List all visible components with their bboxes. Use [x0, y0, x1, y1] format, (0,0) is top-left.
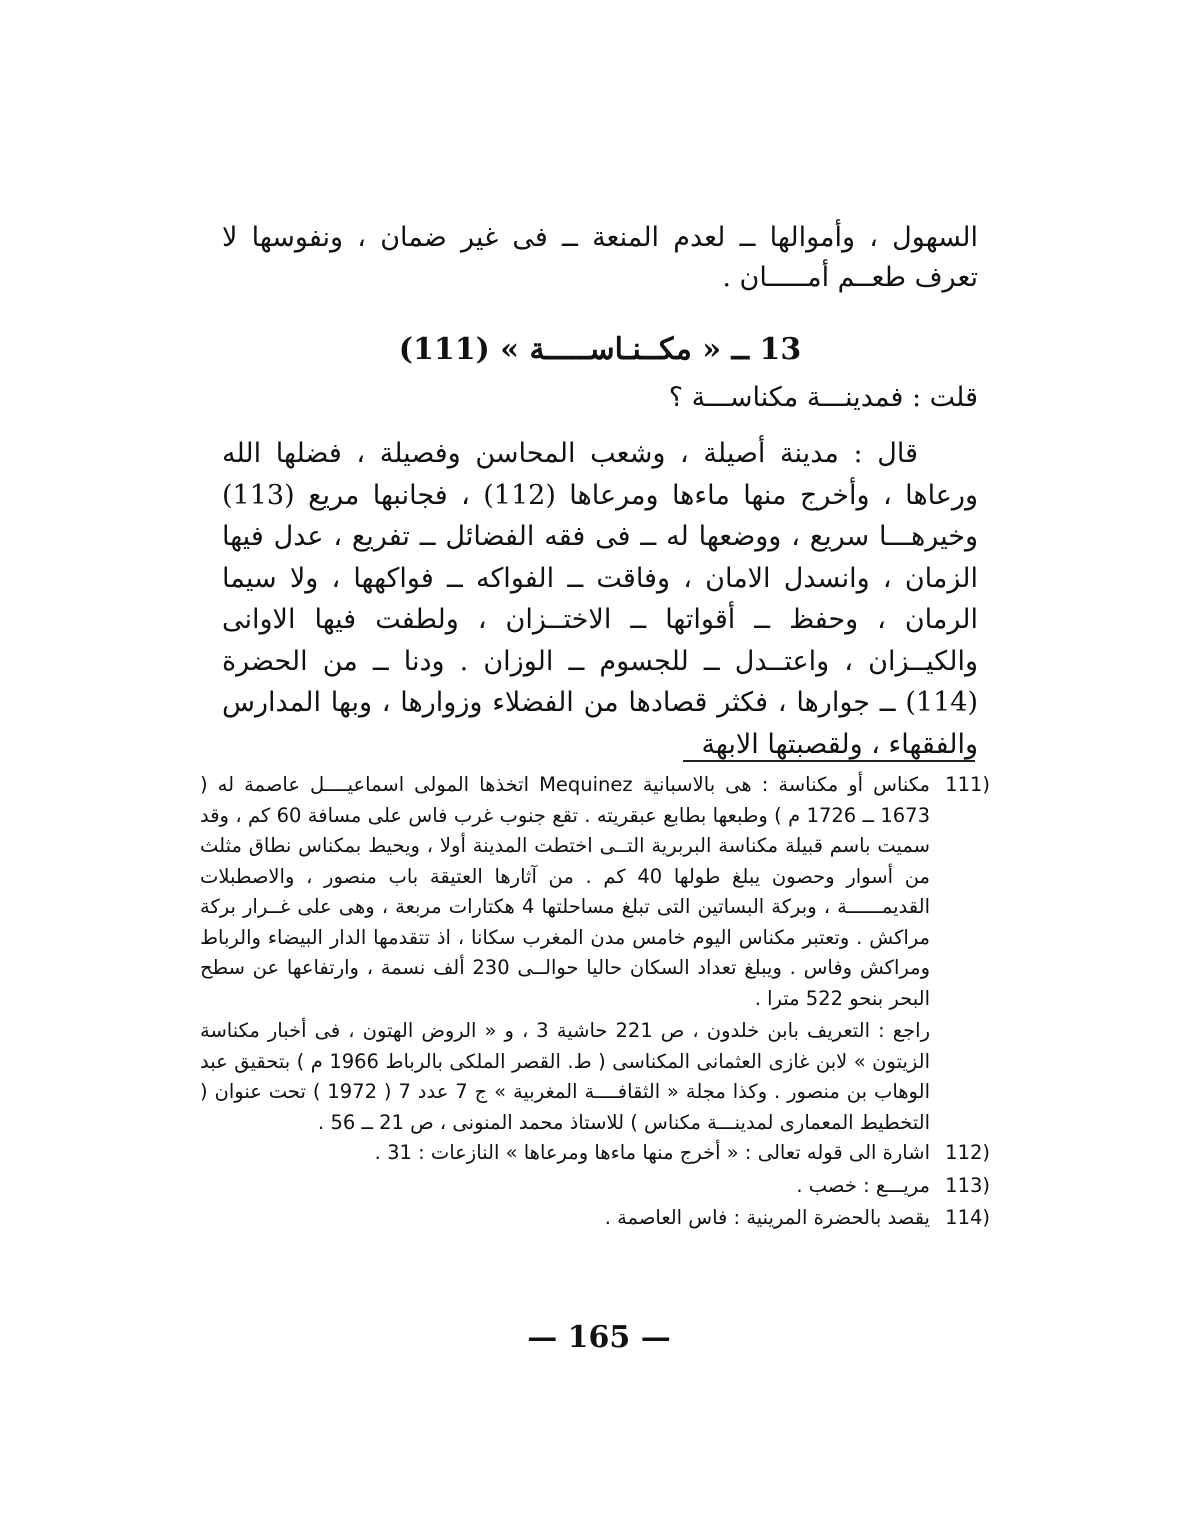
footnotes-section: [200, 770, 990, 1236]
footnote-separator: [683, 760, 975, 762]
opening-paragraph: السهول ، وأموالها ــ لعدم المنعة ــ فى غير ضمان ، ونفوسها لا تعرف طعــم أمـــــان .: [222, 222, 978, 293]
footnote-text: مكناس أو مكناسة : هى بالاسبانية Mequinez اتخذها المولى اسماعيــــل عاصمة له ( 1673 ــ 1726 م ) وطبعها بطابع عبقريته . تقع جنوب غرب فاس على مسافة 60 كم ، وقد سميت باسم قبيلة مكناسة البربرية التــى اختطت المدينة أولا ، ويحيط بمكناس نطاق مثلث من أسوار وحصون يبلغ طولها 40 كم . من آثارها العتيقة باب منصور ، والاصطبلات القديمــــــة ، وبركة البساتين التى تبلغ مساحلتها 4 هكتارات مربعة ، وهى على غــرار بركة مراكش . وتعتبر مكناس اليوم خامس مدن المغرب سكانا ، اذ تتقدمها الدار البيضاء والرباط ومراكش وفاس . ويبلغ تعداد السكان حاليا حوالــى 230 ألف نسمة ، وارتفاعها عن سطح البحر بنحو 522 مترا .: [200, 773, 931, 1010]
footnote-text: مريـــع : خصب .: [796, 1173, 930, 1197]
footnote-text: يقصد بالحضرة المرينية : فاس العاصمة .: [604, 1206, 930, 1229]
footnote-number: 114): [945, 1206, 990, 1229]
footnote-112: [200, 1138, 990, 1169]
section-heading: 13 ــ « مكــنـاســـــة » (111): [398, 332, 802, 367]
footnote-114: [200, 1203, 990, 1234]
footnote-number: 111): [945, 773, 990, 796]
footnote-number: 113): [945, 1173, 990, 1197]
question-line: قلت : فمدينـــة مكناســـة ؟: [668, 382, 978, 413]
footnote-111: [200, 770, 990, 1014]
main-paragraph: قال : مدينة أصيلة ، وشعب المحاسن وفصيلة ، فضلها الله ورعاها ، وأخرج منها ماءها ومرعاها (112) ، فجانبها مريع (113) وخيرهـــا سريع ، ووضعها له ــ فى فقه الفضائل ــ تفريع ، عدل فيها الزمان ، وانسدل الامان ، وفاقت ــ الفواكه ــ فواكهها ، ولا سيما الرمان ، وحفظ ــ أقواتها ــ الاختــزان ، ولطفت فيها الاوانى والكيــزان ، واعتــدل ــ للجسوم ــ الوزان . ودنا ــ من الحضرة (114) ــ جوارها ، فكثر قصادها من الفضلاء وزوارها ، وبها المدارس والفقهاء ، ولقصبتها الابهة: [222, 438, 978, 760]
footnote-number: 112): [945, 1141, 990, 1164]
footnote-113: [200, 1171, 990, 1202]
footnote-111-reference: راجع : التعريف بابن خلدون ، ص 221 حاشية 3 ، و « الروض الهتون ، فى أخبار مكناسة الزيتون » لابن غازى العثمانى المكناسى ( ط. القصر الملكى بالرباط 1966 م ) بتحقيق عبد الوهاب بن منصور . وكذا مجلة « الثقافــــة المغربية » ج 7 عدد 7 ( 1972 ) تحت عنوان ( التخطيط المعمارى لمدينـــة مكناس ) للاستاذ محمد المنونى ، ص 21 ــ 56 .: [200, 1019, 931, 1134]
page-number: — 165 —: [527, 1320, 671, 1355]
footnote-text: اشارة الى قوله تعالى : « أخرج منها ماءها ومرعاها » النازعات : 31 .: [374, 1141, 930, 1164]
